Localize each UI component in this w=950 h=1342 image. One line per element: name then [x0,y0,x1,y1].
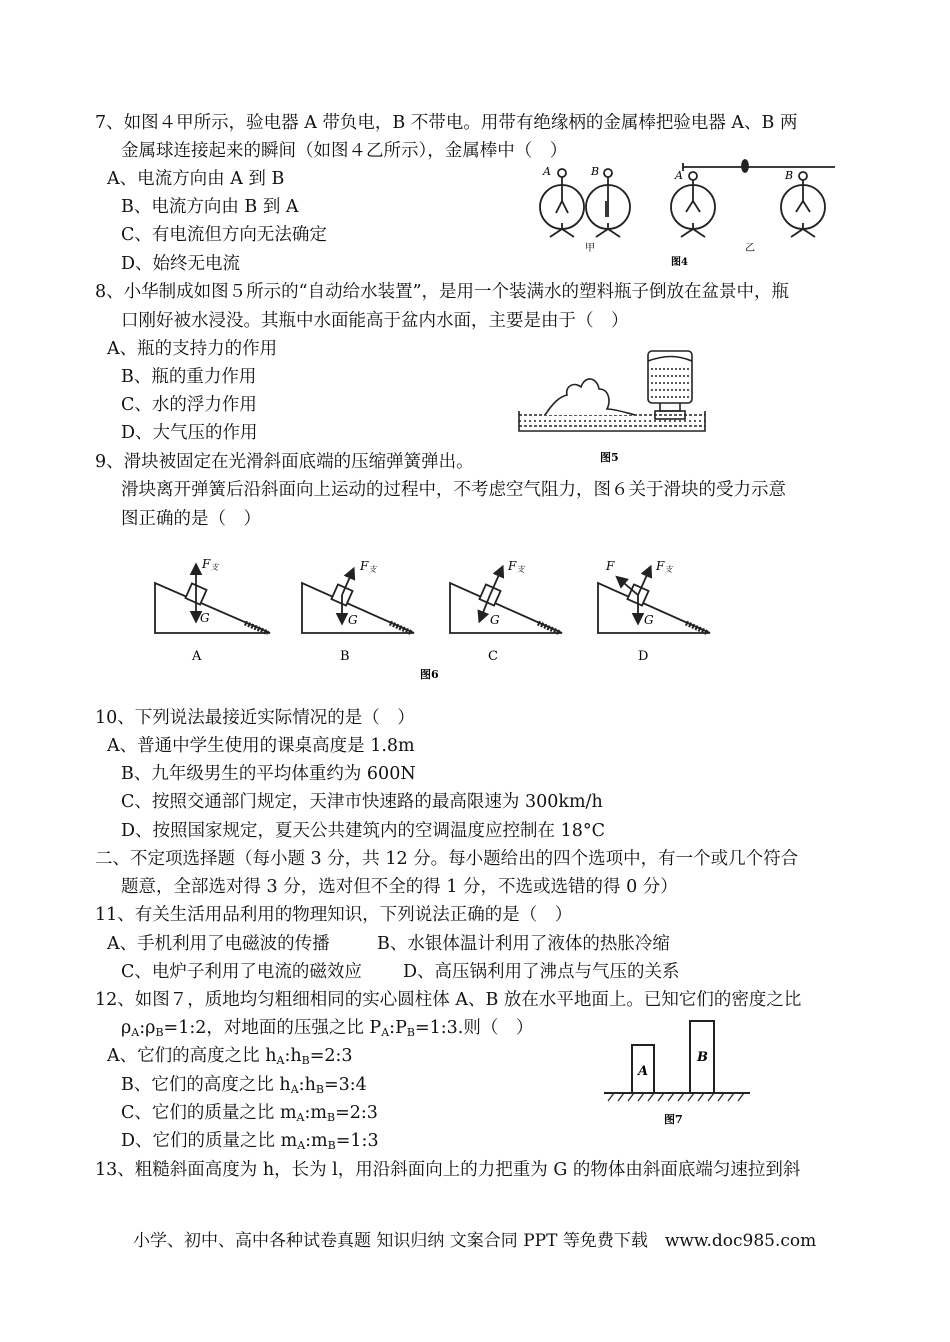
figure-7-label-a: A [638,1064,649,1079]
q9-stem-line3: 图正确的是（ ） [121,509,261,529]
svg-text:G: G [348,613,358,627]
svg-text:B: B [785,169,794,182]
figure-4-label-yi: 乙 [745,243,755,254]
q10-option-d: D、按照国家规定，夏天公共建筑内的空调温度应控制在 18°C [121,821,605,841]
figure-4-label-jia: 甲 [585,243,595,254]
svg-text:F支: F支 [360,559,377,574]
svg-text:B: B [591,165,600,178]
q13-stem: 13、粗糙斜面高度为 h，长为 l，用沿斜面向上的力把重为 G 的物体由斜面底端匀速拉到斜 [95,1160,801,1180]
q12-stem-line2: $\rho_A:\rho_B=1:2$，对地面的压强之比 $P_A:P_B=1:3$.则（ ） [121,1018,534,1039]
figure-6-force-diagrams [150,550,720,685]
q9-stem-line2: 滑块离开弹簧后沿斜面向上运动的过程中，不考虑空气阻力，图６关于滑块的受力示意 [121,480,786,500]
q12-option-b: B、它们的高度之比 $h_A:h_B=3:4$ [121,1075,367,1096]
q12-stem-line1: 12、如图７，质地均匀粗细相同的实心圆柱体 A、B 放在水平地面上。已知它们的密度之比 [95,990,802,1010]
figure-4-caption: 图4 [671,257,688,268]
svg-text:F支: F支 [508,559,525,574]
q7-option-b: B、电流方向由 B 到 A [121,197,299,217]
figure-5-water-device [515,345,710,470]
q11-option-d: D、高压锅利用了沸点与气压的关系 [403,962,680,982]
q11-option-a: A、手机利用了电磁波的传播 [107,934,330,954]
q8-option-a: A、瓶的支持力的作用 [107,339,278,359]
page-footer: 小学、初中、高中各种试卷真题 知识归纳 文案合同 PPT 等免费下载 www.doc985.com [133,1231,817,1251]
q10-option-c: C、按照交通部门规定，天津市快速路的最高限速为 300km/h [121,792,603,812]
q7-option-d: D、始终无电流 [121,254,241,274]
figure-7-label-b: B [697,1050,708,1065]
svg-text:A: A [675,169,683,182]
figure-6-label-c: C [488,649,498,664]
q10-stem: 10、下列说法最接近实际情况的是（ ） [95,708,415,728]
figure-7-cylinders [600,1015,760,1130]
q11-option-c: C、电炉子利用了电流的磁效应 [121,962,362,982]
q11-option-b: B、水银体温计利用了液体的热胀冷缩 [377,934,670,954]
q8-option-b: B、瓶的重力作用 [121,367,257,387]
figure-6-label-d: D [638,649,649,664]
figure-6-label-b: B [340,649,350,664]
q10-option-b: B、九年级男生的平均体重约为 600N [121,764,416,784]
figure-6-label-a: A [192,649,202,664]
q7-option-c: C、有电流但方向无法确定 [121,225,327,245]
q8-option-c: C、水的浮力作用 [121,395,257,415]
q12-option-a: A、它们的高度之比 $h_A:h_B=2:3$ [107,1046,353,1067]
svg-text:F支: F支 [202,557,219,572]
svg-text:F: F [606,559,615,573]
q9-stem-line1: 9、滑块被固定在光滑斜面底端的压缩弹簧弹出。 [95,452,474,472]
q10-option-a: A、普通中学生使用的课桌高度是 1.8m [107,736,415,756]
svg-text:G: G [644,613,654,627]
q7-stem-line1: 7、如图４甲所示，验电器 A 带负电，B 不带电。用带有绝缘柄的金属棒把验电器 A、B 两 [95,113,798,133]
q8-stem-line1: 8、小华制成如图５所示的“自动给水装置”，是用一个装满水的塑料瓶子倒放在盆景中，瓶 [95,282,790,302]
section2-instructions-line2: 题意，全部选对得 3 分，选对但不全的得 1 分，不选或选错的得 0 分） [121,877,678,897]
q11-stem: 11、有关生活用品利用的物理知识，下列说法正确的是（ ） [95,905,573,925]
svg-text:G: G [490,613,500,627]
q7-option-a: A、电流方向由 A 到 B [107,169,285,189]
q8-stem-line2: 口刚好被水浸没。其瓶中水面能高于盆内水面，主要是由于（ ） [121,311,629,331]
figure-6-caption: 图6 [420,668,439,681]
q8-option-d: D、大气压的作用 [121,423,258,443]
q12-option-c: C、它们的质量之比 $m_A:m_B=2:3$ [121,1103,378,1124]
svg-text:G: G [200,611,210,625]
figure-4-electroscopes [535,155,840,270]
q12-option-d: D、它们的质量之比 $m_A:m_B=1:3$ [121,1131,379,1152]
figure-5-caption: 图5 [600,451,619,464]
svg-text:F支: F支 [656,559,673,574]
figure-7-caption: 图7 [664,1113,683,1126]
q7-stem-line2: 金属球连接起来的瞬间（如图４乙所示），金属棒中（ ） [121,141,568,161]
svg-text:A: A [543,165,551,178]
section2-instructions-line1: 二、不定项选择题（每小题 3 分，共 12 分。每小题给出的四个选项中，有一个或几个符合 [95,849,799,869]
